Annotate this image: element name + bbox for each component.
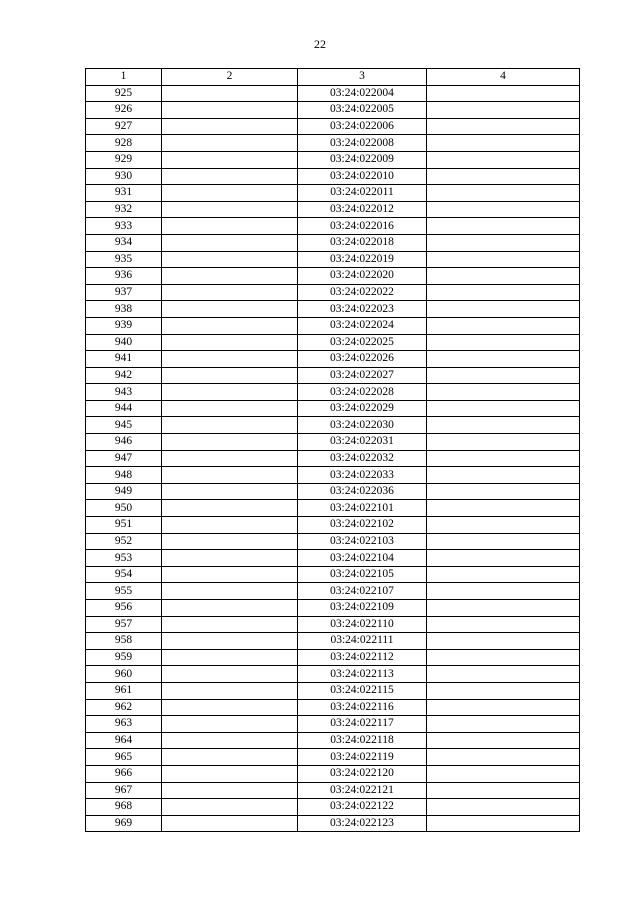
table-cell-col3: 03:24:022036 xyxy=(298,483,427,500)
table-cell-col4 xyxy=(427,649,580,666)
column-header-4: 4 xyxy=(427,69,580,86)
table-cell-col4 xyxy=(427,550,580,567)
table-cell-col4 xyxy=(427,234,580,251)
table-cell-col4 xyxy=(427,500,580,517)
table-cell-col3: 03:24:022024 xyxy=(298,317,427,334)
table-cell-col1: 960 xyxy=(86,666,162,683)
table-cell-col3: 03:24:022029 xyxy=(298,400,427,417)
table-cell-col4 xyxy=(427,566,580,583)
table-cell-col3: 03:24:022119 xyxy=(298,749,427,766)
table-cell-col4 xyxy=(427,102,580,119)
table-cell-col2 xyxy=(162,334,298,351)
table-cell-col1: 941 xyxy=(86,351,162,368)
column-header-2: 2 xyxy=(162,69,298,86)
table-cell-col1: 929 xyxy=(86,151,162,168)
table-cell-col2 xyxy=(162,102,298,119)
table-cell-col1: 959 xyxy=(86,649,162,666)
table-cell-col1: 958 xyxy=(86,633,162,650)
table-cell-col2 xyxy=(162,301,298,318)
table-row xyxy=(86,351,580,368)
table-cell-col3: 03:24:022011 xyxy=(298,185,427,202)
table-row xyxy=(86,782,580,799)
table-cell-col3: 03:24:022116 xyxy=(298,699,427,716)
table-cell-col3: 03:24:022004 xyxy=(298,85,427,102)
table-cell-col2 xyxy=(162,483,298,500)
table-row xyxy=(86,500,580,517)
table-cell-col2 xyxy=(162,218,298,235)
table-row xyxy=(86,467,580,484)
table-cell-col2 xyxy=(162,201,298,218)
table-cell-col4 xyxy=(427,268,580,285)
table-row xyxy=(86,765,580,782)
table-cell-col2 xyxy=(162,649,298,666)
table-cell-col4 xyxy=(427,765,580,782)
table-cell-col3: 03:24:022018 xyxy=(298,234,427,251)
table-row xyxy=(86,699,580,716)
table-cell-col3: 03:24:022019 xyxy=(298,251,427,268)
table-cell-col3: 03:24:022005 xyxy=(298,102,427,119)
table-row xyxy=(86,151,580,168)
table-cell-col4 xyxy=(427,400,580,417)
table-cell-col3: 03:24:022123 xyxy=(298,815,427,832)
table-cell-col3: 03:24:022010 xyxy=(298,168,427,185)
table-cell-col3: 03:24:022111 xyxy=(298,633,427,650)
table-cell-col3: 03:24:022122 xyxy=(298,799,427,816)
table-cell-col3: 03:24:022027 xyxy=(298,367,427,384)
table-cell-col2 xyxy=(162,118,298,135)
table-cell-col4 xyxy=(427,666,580,683)
table-cell-col2 xyxy=(162,351,298,368)
table-cell-col4 xyxy=(427,450,580,467)
table-cell-col1: 931 xyxy=(86,185,162,202)
table-row xyxy=(86,135,580,152)
table-row xyxy=(86,600,580,617)
table-cell-col2 xyxy=(162,533,298,550)
table-cell-col4 xyxy=(427,467,580,484)
table-cell-col4 xyxy=(427,799,580,816)
table-cell-col1: 937 xyxy=(86,284,162,301)
table-cell-col4 xyxy=(427,201,580,218)
table-row xyxy=(86,649,580,666)
table-cell-col4 xyxy=(427,517,580,534)
registry-table xyxy=(85,68,580,832)
table-cell-col4 xyxy=(427,533,580,550)
table-row xyxy=(86,334,580,351)
table-cell-col4 xyxy=(427,616,580,633)
table-row xyxy=(86,533,580,550)
table-row xyxy=(86,268,580,285)
table-cell-col1: 925 xyxy=(86,85,162,102)
table-cell-col2 xyxy=(162,251,298,268)
table-cell-col4 xyxy=(427,351,580,368)
table-cell-col2 xyxy=(162,782,298,799)
table-cell-col3: 03:24:022117 xyxy=(298,716,427,733)
table-row xyxy=(86,434,580,451)
table-cell-col2 xyxy=(162,616,298,633)
table-row xyxy=(86,102,580,119)
table-cell-col1: 957 xyxy=(86,616,162,633)
table-row xyxy=(86,384,580,401)
table-cell-col3: 03:24:022028 xyxy=(298,384,427,401)
column-header-3: 3 xyxy=(298,69,427,86)
table-cell-col3: 03:24:022103 xyxy=(298,533,427,550)
table-cell-col2 xyxy=(162,234,298,251)
table-cell-col3: 03:24:022113 xyxy=(298,666,427,683)
table-row xyxy=(86,251,580,268)
table-cell-col4 xyxy=(427,782,580,799)
table-cell-col3: 03:24:022030 xyxy=(298,417,427,434)
table-cell-col3: 03:24:022120 xyxy=(298,765,427,782)
table-cell-col3: 03:24:022026 xyxy=(298,351,427,368)
table-cell-col4 xyxy=(427,732,580,749)
table-cell-col1: 967 xyxy=(86,782,162,799)
table-cell-col1: 926 xyxy=(86,102,162,119)
table-cell-col4 xyxy=(427,716,580,733)
table-cell-col1: 950 xyxy=(86,500,162,517)
table-cell-col4 xyxy=(427,317,580,334)
table-cell-col3: 03:24:022006 xyxy=(298,118,427,135)
table-cell-col3: 03:24:022016 xyxy=(298,218,427,235)
table-cell-col2 xyxy=(162,450,298,467)
table-row xyxy=(86,234,580,251)
table-cell-col2 xyxy=(162,732,298,749)
table-cell-col1: 954 xyxy=(86,566,162,583)
table-cell-col1: 963 xyxy=(86,716,162,733)
table-row xyxy=(86,483,580,500)
table-cell-col1: 948 xyxy=(86,467,162,484)
table-cell-col2 xyxy=(162,716,298,733)
table-row xyxy=(86,317,580,334)
table-cell-col4 xyxy=(427,218,580,235)
table-cell-col2 xyxy=(162,550,298,567)
table-row xyxy=(86,550,580,567)
table-cell-col4 xyxy=(427,251,580,268)
table-cell-col3: 03:24:022121 xyxy=(298,782,427,799)
table-cell-col1: 951 xyxy=(86,517,162,534)
table-cell-col1: 968 xyxy=(86,799,162,816)
table-cell-col1: 935 xyxy=(86,251,162,268)
table-row xyxy=(86,633,580,650)
table-cell-col4 xyxy=(427,284,580,301)
table-header xyxy=(86,69,580,86)
table-cell-col3: 03:24:022118 xyxy=(298,732,427,749)
table-cell-col4 xyxy=(427,384,580,401)
table-row xyxy=(86,168,580,185)
table-cell-col1: 944 xyxy=(86,400,162,417)
table-cell-col1: 932 xyxy=(86,201,162,218)
table-cell-col1: 936 xyxy=(86,268,162,285)
table-cell-col2 xyxy=(162,749,298,766)
table-cell-col1: 965 xyxy=(86,749,162,766)
table-row xyxy=(86,815,580,832)
table-cell-col1: 969 xyxy=(86,815,162,832)
table-cell-col1: 961 xyxy=(86,682,162,699)
table-row xyxy=(86,367,580,384)
table-cell-col1: 938 xyxy=(86,301,162,318)
table-row xyxy=(86,517,580,534)
table-cell-col4 xyxy=(427,699,580,716)
table-cell-col4 xyxy=(427,434,580,451)
table-cell-col3: 03:24:022008 xyxy=(298,135,427,152)
table-cell-col4 xyxy=(427,367,580,384)
table-cell-col4 xyxy=(427,749,580,766)
table-cell-col1: 939 xyxy=(86,317,162,334)
table-cell-col1: 956 xyxy=(86,600,162,617)
table-cell-col3: 03:24:022022 xyxy=(298,284,427,301)
table-cell-col2 xyxy=(162,633,298,650)
table-cell-col3: 03:24:022101 xyxy=(298,500,427,517)
table-cell-col1: 962 xyxy=(86,699,162,716)
table-cell-col4 xyxy=(427,118,580,135)
table-cell-col2 xyxy=(162,384,298,401)
table-cell-col3: 03:24:022107 xyxy=(298,583,427,600)
table-cell-col2 xyxy=(162,168,298,185)
table-row xyxy=(86,185,580,202)
table-cell-col1: 927 xyxy=(86,118,162,135)
table-cell-col4 xyxy=(427,334,580,351)
table-cell-col3: 03:24:022110 xyxy=(298,616,427,633)
table-cell-col1: 955 xyxy=(86,583,162,600)
table-row xyxy=(86,583,580,600)
table-cell-col4 xyxy=(427,85,580,102)
table-cell-col3: 03:24:022109 xyxy=(298,600,427,617)
table-row xyxy=(86,400,580,417)
table-cell-col2 xyxy=(162,699,298,716)
table-cell-col1: 928 xyxy=(86,135,162,152)
table-cell-col2 xyxy=(162,85,298,102)
table-cell-col3: 03:24:022009 xyxy=(298,151,427,168)
table-cell-col1: 943 xyxy=(86,384,162,401)
table-row xyxy=(86,566,580,583)
table-cell-col1: 953 xyxy=(86,550,162,567)
table-cell-col4 xyxy=(427,301,580,318)
table-cell-col3: 03:24:022112 xyxy=(298,649,427,666)
table-cell-col1: 933 xyxy=(86,218,162,235)
table-row xyxy=(86,716,580,733)
table-cell-col1: 940 xyxy=(86,334,162,351)
table-cell-col2 xyxy=(162,682,298,699)
table-cell-col2 xyxy=(162,135,298,152)
table-cell-col1: 949 xyxy=(86,483,162,500)
table-cell-col2 xyxy=(162,517,298,534)
table-cell-col2 xyxy=(162,765,298,782)
table-cell-col4 xyxy=(427,135,580,152)
header-row xyxy=(86,69,580,86)
table-cell-col3: 03:24:022025 xyxy=(298,334,427,351)
table-cell-col4 xyxy=(427,600,580,617)
table-cell-col3: 03:24:022023 xyxy=(298,301,427,318)
table-row xyxy=(86,417,580,434)
table-row xyxy=(86,616,580,633)
table-cell-col1: 945 xyxy=(86,417,162,434)
table-cell-col4 xyxy=(427,151,580,168)
table-cell-col3: 03:24:022031 xyxy=(298,434,427,451)
table-cell-col4 xyxy=(427,185,580,202)
table-cell-col2 xyxy=(162,400,298,417)
table-cell-col2 xyxy=(162,666,298,683)
table-cell-col2 xyxy=(162,500,298,517)
table-row xyxy=(86,799,580,816)
table-cell-col2 xyxy=(162,317,298,334)
table-cell-col4 xyxy=(427,168,580,185)
table-row xyxy=(86,201,580,218)
table-cell-col2 xyxy=(162,583,298,600)
page-number: 22 xyxy=(314,37,326,51)
table-cell-col2 xyxy=(162,600,298,617)
table-row xyxy=(86,218,580,235)
table-cell-col3: 03:24:022105 xyxy=(298,566,427,583)
table-row xyxy=(86,682,580,699)
table-cell-col2 xyxy=(162,417,298,434)
table-cell-col3: 03:24:022115 xyxy=(298,682,427,699)
table-cell-col2 xyxy=(162,467,298,484)
table-cell-col3: 03:24:022033 xyxy=(298,467,427,484)
table-cell-col3: 03:24:022032 xyxy=(298,450,427,467)
table-cell-col3: 03:24:022012 xyxy=(298,201,427,218)
table-cell-col1: 964 xyxy=(86,732,162,749)
table-cell-col2 xyxy=(162,268,298,285)
table-cell-col2 xyxy=(162,799,298,816)
table-cell-col3: 03:24:022020 xyxy=(298,268,427,285)
table-cell-col2 xyxy=(162,185,298,202)
table-cell-col4 xyxy=(427,633,580,650)
table-cell-col1: 942 xyxy=(86,367,162,384)
table-row xyxy=(86,301,580,318)
table-cell-col2 xyxy=(162,367,298,384)
table-cell-col2 xyxy=(162,566,298,583)
table-row xyxy=(86,732,580,749)
table-cell-col2 xyxy=(162,434,298,451)
table-cell-col1: 966 xyxy=(86,765,162,782)
table-row xyxy=(86,749,580,766)
table-cell-col4 xyxy=(427,417,580,434)
table-cell-col2 xyxy=(162,151,298,168)
table-cell-col2 xyxy=(162,815,298,832)
table-cell-col1: 952 xyxy=(86,533,162,550)
table-row xyxy=(86,85,580,102)
table-row xyxy=(86,666,580,683)
table-cell-col1: 946 xyxy=(86,434,162,451)
table-body xyxy=(86,85,580,832)
column-header-1: 1 xyxy=(86,69,162,86)
table-cell-col4 xyxy=(427,483,580,500)
table-row xyxy=(86,450,580,467)
table-cell-col3: 03:24:022102 xyxy=(298,517,427,534)
table-cell-col4 xyxy=(427,815,580,832)
table-cell-col1: 930 xyxy=(86,168,162,185)
table-row xyxy=(86,284,580,301)
table-cell-col1: 947 xyxy=(86,450,162,467)
table-cell-col4 xyxy=(427,583,580,600)
table-cell-col1: 934 xyxy=(86,234,162,251)
table-cell-col3: 03:24:022104 xyxy=(298,550,427,567)
table-cell-col4 xyxy=(427,682,580,699)
table-row xyxy=(86,118,580,135)
table-cell-col2 xyxy=(162,284,298,301)
